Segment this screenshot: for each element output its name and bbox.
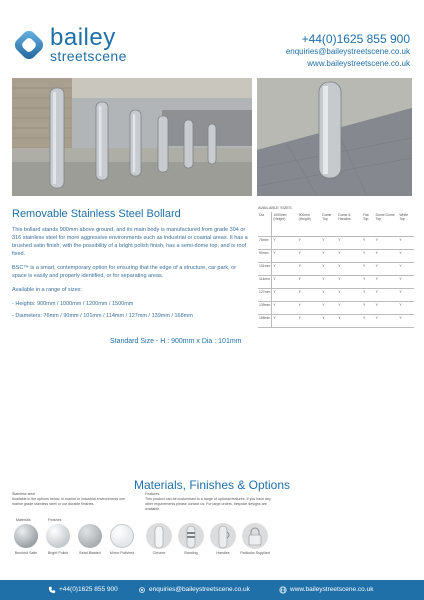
table-cell: Y bbox=[298, 249, 322, 262]
chrome-icon[interactable] bbox=[146, 523, 172, 549]
table-cell: Y bbox=[362, 275, 375, 288]
table-cell: Y bbox=[321, 236, 337, 249]
header-email[interactable]: enquiries@baileystreetscene.co.uk bbox=[285, 47, 410, 56]
swatch-mirror-polished[interactable] bbox=[110, 524, 134, 548]
table-cell: 76mm bbox=[258, 236, 272, 249]
table-cell: Y bbox=[398, 262, 414, 275]
table-cell: Y bbox=[321, 275, 337, 288]
table-cell: Y bbox=[272, 275, 298, 288]
table-row bbox=[258, 288, 414, 301]
swatch-label: Brushed Satin bbox=[14, 551, 38, 555]
table-cell: Y bbox=[362, 288, 375, 301]
features-heading: Features bbox=[145, 492, 160, 496]
table-cell: 127mm bbox=[258, 288, 272, 301]
table-cell: Y bbox=[272, 262, 298, 275]
table-row bbox=[258, 249, 414, 262]
handles-icon[interactable] bbox=[210, 523, 236, 549]
table-cell: Y bbox=[362, 301, 375, 314]
table-cell: Y bbox=[375, 314, 399, 327]
table-cell: Y bbox=[362, 262, 375, 275]
single-bollard-illustration bbox=[257, 78, 412, 196]
option-label: Banding bbox=[184, 551, 198, 555]
table-cell: Y bbox=[321, 314, 337, 327]
swatch-brushed-satin[interactable] bbox=[14, 524, 38, 548]
table-cell: Y bbox=[337, 301, 362, 314]
table-cell: Y bbox=[337, 288, 362, 301]
table-row bbox=[258, 262, 414, 275]
table-cell: Y bbox=[298, 262, 322, 275]
header bbox=[0, 0, 424, 76]
header-phone[interactable]: +44(0)1625 855 900 bbox=[301, 32, 410, 46]
table-cell: Y bbox=[272, 249, 298, 262]
footer-phone[interactable]: +44(0)1625 855 900 bbox=[59, 586, 118, 593]
swatch-label: Bright Polish bbox=[47, 551, 69, 555]
table-cell: 168mm bbox=[258, 314, 272, 327]
materials-title: Materials, Finishes & Options bbox=[133, 478, 291, 492]
logo-word-streetscene: streetscene bbox=[50, 48, 127, 64]
table-cell: Y bbox=[337, 262, 362, 275]
table-cell: Y bbox=[398, 301, 414, 314]
table-cell: Y bbox=[398, 249, 414, 262]
table-cell: 114mm bbox=[258, 275, 272, 288]
table-cell: Y bbox=[272, 236, 298, 249]
globe-icon bbox=[279, 586, 287, 594]
spec-header-cell: Flat Top bbox=[362, 212, 375, 236]
table-cell: Y bbox=[362, 314, 375, 327]
single-bollard-photo bbox=[257, 78, 412, 196]
company-logo[interactable] bbox=[12, 24, 132, 68]
table-cell: Y bbox=[321, 262, 337, 275]
padlock-icon[interactable] bbox=[242, 523, 268, 549]
table-cell: Y bbox=[298, 301, 322, 314]
table-cell: 101mm bbox=[258, 262, 272, 275]
table-cell: Y bbox=[298, 314, 322, 327]
materials-heading: Stainless steel bbox=[12, 492, 36, 496]
features-notes bbox=[145, 492, 280, 512]
spec-header-cell: 1000mm (Height) bbox=[272, 212, 298, 236]
table-cell: Y bbox=[398, 275, 414, 288]
header-website[interactable]: www.baileystreetscene.co.uk bbox=[307, 59, 410, 68]
finishes-label: Finishes bbox=[48, 518, 62, 522]
materials-text: Available in the options below. In marine or industrial environments use marine grade stainless steel or our durable finishes. bbox=[12, 497, 126, 506]
swatch-label: Mirror Polished bbox=[109, 551, 135, 555]
table-cell: Y bbox=[375, 262, 399, 275]
product-description bbox=[12, 226, 252, 324]
standard-size: Standard Size - H : 900mm x Dia : 101mm bbox=[110, 338, 242, 345]
table-cell: Y bbox=[375, 236, 399, 249]
spec-table bbox=[258, 212, 414, 328]
table-cell: Y bbox=[375, 249, 399, 262]
table-row bbox=[258, 314, 414, 327]
table-cell: Y bbox=[375, 275, 399, 288]
table-cell: Y bbox=[337, 275, 362, 288]
table-cell: 90mm bbox=[258, 249, 272, 262]
spec-table-caption: AVAILABLE SIZES bbox=[258, 205, 292, 210]
table-cell: Y bbox=[337, 314, 362, 327]
table-cell: Y bbox=[398, 236, 414, 249]
phone-icon bbox=[48, 586, 56, 594]
banding-icon[interactable] bbox=[178, 523, 204, 549]
description-paragraph-1: This bollard stands 900mm above ground, and its main body is manufactured from grade 304 or 316 stainless steel for more aggressive environments such as industrial or coastal areas. It has a brushed satin finish, with the possibility of a bright polish finish, has a semi-dome top, and is roof fixed. bbox=[12, 227, 248, 257]
email-icon bbox=[138, 586, 146, 594]
table-cell: Y bbox=[298, 288, 322, 301]
spec-header-cell: 900mm (Height) bbox=[298, 212, 322, 236]
table-row bbox=[258, 301, 414, 314]
bollard-row-illustration bbox=[12, 78, 252, 196]
features-text: This product can be customised to a range of optional features. If you have any other requirements please contact us. For large orders, bespoke designs are available. bbox=[145, 497, 271, 511]
footer-website[interactable]: www.baileystreetscene.co.uk bbox=[290, 586, 374, 593]
spec-header-cell: White Top bbox=[398, 212, 414, 236]
option-label: Padlocks Supplied bbox=[240, 551, 270, 555]
table-cell: Y bbox=[272, 301, 298, 314]
option-label: Handles bbox=[216, 551, 230, 555]
footer bbox=[0, 580, 424, 600]
swatch-bead-blasted[interactable] bbox=[78, 524, 102, 548]
table-cell: Y bbox=[398, 288, 414, 301]
heights-list: - Heights: 900mm / 1000mm / 1200mm / 1500mm bbox=[12, 301, 134, 307]
table-cell: Y bbox=[375, 288, 399, 301]
table-cell: Y bbox=[337, 249, 362, 262]
option-label: Chrome bbox=[152, 551, 166, 555]
table-row bbox=[258, 236, 414, 249]
header-contact bbox=[286, 32, 410, 70]
table-cell: Y bbox=[362, 249, 375, 262]
swatch-bright-polish[interactable] bbox=[46, 524, 70, 548]
footer-email[interactable]: enquiries@baileystreetscene.co.uk bbox=[149, 586, 250, 593]
product-title: Removable Stainless Steel Bollard bbox=[12, 208, 181, 220]
materials-notes bbox=[12, 492, 132, 507]
logo-mark-icon bbox=[12, 28, 46, 62]
table-cell: Y bbox=[337, 236, 362, 249]
table-cell: Y bbox=[272, 288, 298, 301]
spec-header-cell: Dome & Handles bbox=[337, 212, 362, 236]
table-cell: Y bbox=[321, 288, 337, 301]
sizes-intro: Available in a range of sizes: bbox=[12, 287, 82, 293]
spec-header-cell: Dia bbox=[258, 212, 272, 236]
table-cell: Y bbox=[398, 314, 414, 327]
table-cell: Y bbox=[298, 236, 322, 249]
materials-label: Materials bbox=[16, 518, 31, 522]
spec-table-container bbox=[258, 205, 414, 328]
swatch-label: Bead Blasted bbox=[79, 551, 101, 555]
logo-word-bailey: bailey bbox=[50, 24, 116, 51]
spec-header-cell: Dome Top bbox=[321, 212, 337, 236]
bollard-row-photo bbox=[12, 78, 252, 196]
table-cell: 139mm bbox=[258, 301, 272, 314]
table-cell: Y bbox=[298, 275, 322, 288]
table-cell: Y bbox=[272, 314, 298, 327]
spec-header-row bbox=[258, 212, 414, 236]
description-paragraph-2: BSC™ is a smart, contemporary option for ensuring that the edge of a structure, car park, or space is easily and properly identified, or for separating areas. bbox=[12, 265, 237, 279]
diameters-list: - Diameters: 76mm / 90mm / 101mm / 114mm / 127mm / 139mm / 168mm bbox=[12, 313, 193, 319]
table-row bbox=[258, 275, 414, 288]
table-cell: Y bbox=[321, 301, 337, 314]
table-cell: Y bbox=[362, 236, 375, 249]
spec-header-cell: Dome Dome Top bbox=[375, 212, 399, 236]
table-cell: Y bbox=[321, 249, 337, 262]
table-cell: Y bbox=[375, 301, 399, 314]
